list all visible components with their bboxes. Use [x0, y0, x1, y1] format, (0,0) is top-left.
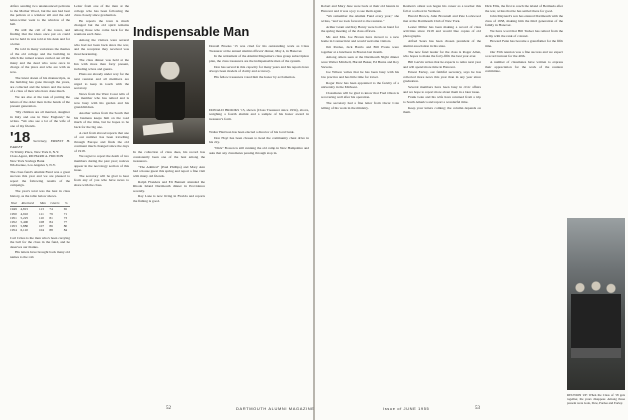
paragraph: Robert and Mary Jane were back at their old haunts in Hanover and it was a joy to see them again. [321, 4, 399, 13]
paragraph: A card from abroad reports that one of our number has been travelling through Europe and finds the old continent much changed since the days of 1918. [74, 130, 129, 153]
table-cell: 1951 [10, 215, 17, 220]
class-address [10, 150, 70, 168]
paragraph: Mr. and Mrs. Joe Brown have moved to a new home in Connecticut and would welcome visitors. [321, 34, 399, 44]
paragraph: His letters have brought back many old names to the roll. [10, 250, 70, 259]
photo-caption: DONALD BROOKS '15, shown (Class Treasurer since 1934), above, weighing a fourth alumni and a sample of his honor award in treasurer's form. [209, 108, 309, 121]
table-cell: 5,880 [20, 224, 29, 229]
right-page-number: 53 [475, 406, 480, 411]
table-cell: 71 [63, 211, 68, 216]
paragraph: Plans are already under way for the next reunion and all members are urged to keep in touch with the secretary. [74, 72, 129, 91]
paragraph: He still the call of the tower, and finding that the ideas once put on could not be held in was told at his desk and for a letter. [10, 27, 70, 46]
paragraph: Several members have been busy in civic affairs and we hope to report more about them in a later issue. [403, 85, 481, 94]
paragraph: "Dick" Bowen is still running the old camp in New Hampshire and asks that any classmates passing through stop in. [209, 146, 309, 155]
paragraph: Don has served in this capacity for many years and his reports have always been models of clarity and accuracy. [209, 64, 309, 74]
left-column-3-lower-b [209, 130, 309, 402]
paragraph: The class fund's Alumni Fund was a great success this year and we are pleased to report the following results of the campaign. [10, 169, 70, 188]
table-cell: 110 [38, 215, 44, 220]
paragraph: "We remember the Alumni Fund every year," she writes, "and we look forward to the reunion." [321, 14, 399, 23]
left-column-3-lower-a [133, 150, 205, 402]
table-cell: 74 [49, 207, 53, 212]
left-column-2 [74, 4, 129, 402]
table-cell: 6,110 [20, 228, 29, 233]
left-page-number: 52 [166, 406, 171, 411]
table-cell: 84 [63, 228, 68, 233]
photo-caption-right: REUNION UP: When the Class of '18 gets together, the years disappear. Among those present were Gale, Dow, Pardee and Earley. [567, 393, 625, 405]
paragraph: Lester Miller has been making a record of class activities since 1918 and would like copies of old photographs. [403, 24, 481, 38]
fund-table [10, 200, 70, 232]
article-title: Indispensable Man [133, 24, 250, 39]
paragraph: Howard Fenn has become a grandfather for the fifth time. [485, 39, 563, 48]
class-heading [10, 130, 70, 150]
paragraph: In the retirement of the Alumni Magazine's class group subscription plan, the class treasurers are the indispensable men of the system. [209, 54, 309, 63]
table-cell: 4,910 [20, 211, 29, 216]
paragraph: "My children are all married, daughter in Italy and one in New England," he writes. "We also see a lot of the wife of one of my friends. [10, 109, 70, 128]
paragraph: Among the visitors were several who had not been back since the war, and the reception they received was most heartening. [74, 38, 129, 56]
paragraph: "The Admiral" (Paul Phillips) and Mary Ann had a house guest this spring and report a fine visit with many old friends. [133, 164, 205, 178]
table-cell: 4,815 [20, 207, 29, 212]
paragraph: Walter Harrison has been elected a director of his local bank. [209, 130, 295, 134]
paragraph: Joe Wilson writes that he has been busy with his law practice and has little time for travel. [321, 70, 399, 79]
table-cell: 81 [49, 215, 53, 220]
class-secretary: Secretary, ERNEST H. EARLEY [10, 139, 70, 150]
paragraph: Another writes from the South that his business keeps him on the road much of the time, but he hopes to be back for the big one. [74, 111, 129, 129]
magazine-name: DARTMOUTH ALUMNI MAGAZINE [236, 406, 315, 411]
person-figure [155, 62, 185, 120]
table-cell: 80 [63, 224, 68, 229]
table-cell: 86 [49, 224, 53, 229]
class-number: '18 [10, 129, 31, 147]
paragraph: Carl Crites is the man who's been carrying the ball for the class in the fund, and he deserves our thanks. [10, 235, 70, 249]
paragraph: Letter from one of the men at the college who has been following the class closely since graduation. [74, 4, 129, 18]
table-cell: 108 [38, 219, 45, 224]
paragraph: Alfred Sears has been chosen president of the alumni association in his state. [403, 39, 481, 48]
table-cell: 1950 [10, 211, 17, 216]
paragraph: Roger Dow has been appointed to the faculty of a university in the Midwest. [321, 80, 399, 90]
right-column-1 [321, 4, 399, 402]
table-header: % [64, 200, 70, 207]
table-cell: 5,225 [20, 215, 29, 220]
table-cell: 88 [49, 228, 53, 233]
paragraph: He reports the town is much changed but the old spirit remains among those who come back for the reunions each June. [74, 18, 129, 37]
paragraph: We are also at the task of putting the letters of the older men in the hands of the present generation. [10, 95, 70, 109]
reunion-photo [567, 218, 625, 390]
paragraph: The class dinner was held at the Inn with more than forty present, including wives and guests. [74, 57, 129, 71]
paragraph: Harold Brown, John Brownell and Pete Lockwood met at the Dartmouth Club of New York. [403, 14, 481, 23]
magazine-name-footer [236, 406, 315, 413]
paragraph: Ralph Flanders and Eli Bennett attended the Rhode Island Dartmouth dinner in Providence recently. [133, 179, 205, 193]
paragraph: Don Hoyt has been chosen to head the community chest drive in his city. [209, 135, 309, 145]
issue-footer [383, 406, 429, 413]
table-cell: 5,400 [20, 219, 29, 224]
table-cell: 79 [49, 211, 53, 216]
right-column-2 [403, 4, 481, 402]
paragraph: The secretary will be glad to hear from any of you who have news to share with the class. [74, 173, 129, 187]
paragraph: Arthur Grant and Ray Henry were both on hand for the spring meeting of the class officers. [321, 24, 399, 34]
paragraph: We have word that Bill Tucker has retired from the Army with the rank of colonel. [485, 29, 563, 38]
table-header: Year [10, 200, 21, 207]
paragraph: Dick Ellis, the first to reach the island of Bermuda after the war, writes that he has settled there for good. [485, 4, 563, 13]
paragraph: Reuben's oldest son began his career as a teacher this fall at a school in Vermont. [403, 4, 481, 13]
table-cell: 84 [49, 219, 53, 224]
paragraph: Bill Garvin writes that he expects to retire next year and will spend more time in Hanover. [403, 59, 481, 69]
table-cell: 107 [38, 224, 45, 229]
paragraph: Alfaro sending two unannounced pelicans to the Mother Wood, but the sun had beat the pelican at a window sill and the odd letter-writer went to the window of the hall. [10, 4, 70, 27]
paragraph: The new fund leader for the class is Roger Allen, who hopes to make the forty-fifth the best year ever. [403, 49, 481, 59]
paragraph: The secretary had a fine letter from Oscar Cole telling of his work in the ministry. [321, 101, 399, 110]
paragraph: News from the West Coast tells of one member who has retired and is now busy with his garden and his grandchildren. [74, 91, 129, 110]
table-cell: 65 [63, 207, 68, 212]
table-cell: 1949 [10, 207, 17, 212]
table-cell: 1952 [10, 219, 17, 224]
paragraph: Keep your letters coming; the column depends on them. [403, 105, 481, 115]
paragraph: His fellow treasurers voted him the honor by acclamation. [214, 74, 296, 79]
left-page [0, 0, 313, 420]
table-cell: 104 [38, 228, 45, 233]
address-line: 74 Trinity Place, New York 6, N.Y. [10, 149, 60, 154]
paragraph: Donald Brooks '15 was cited for his outstanding work as Class Treasurer at the annual alumni officers' dinner, May 4, in Hanover. [209, 44, 309, 53]
paragraph: The latest dozen of his manuscripts, as the building has gone through the years, are collected and the letters and the notes of a class of men who have done much. [10, 75, 70, 94]
table-cell: 73 [63, 215, 68, 220]
table-cell: 1954 [10, 228, 17, 233]
table-row [10, 228, 70, 232]
address-line: 8th Avenue, Los Angeles 3, N.Y. [10, 163, 56, 168]
paragraph: Ray Lane is now living in Florida and reports the fishing is good. [133, 194, 205, 204]
table-header: Men [39, 200, 49, 207]
portrait-photo [133, 40, 205, 144]
paragraph: Frank Gale and his wife have returned from a trip to South America and report a wonderful time. [403, 95, 481, 104]
table-cell: 113 [38, 207, 44, 212]
table-header: Received [21, 200, 39, 207]
left-column-1 [10, 4, 70, 402]
paragraph: He told in many variations the themes of the old college and the building in which the ruined scenes carried out all the many and the dead who were once in charge of the place and who are with us now. [10, 47, 70, 75]
paragraph: John Maynard's son has entered Dartmouth with the class of 1958, making him the third generation of the family in Hanover. [485, 14, 563, 28]
paragraph: Among others seen at the Dartmouth Night dinner were Walter Mitchell, Harold Baker, Ed Burns and Roy Stevens. [321, 55, 399, 69]
paragraph: A number of classmates have written to express their appreciation for the work of the reunion committee. [485, 59, 563, 74]
table-cell: 1953 [10, 224, 17, 229]
paragraph: The year's total was the best in class history, as the table below shows. [10, 189, 70, 198]
right-column-3 [485, 4, 563, 402]
table-cell: 77 [63, 219, 68, 224]
paragraph: Classmates will be glad to know that Fred Olson is recovering well after his operation. [321, 90, 399, 100]
address-line: New York Savings Bank [10, 158, 45, 163]
paragraph: Jim Pardee, Jack Harris and Bill Evans were together at a luncheon in Boston last month. [321, 45, 399, 54]
paragraph: In the collection of class dues, his record has consistently been one of the best among the treasurers. [133, 150, 205, 164]
paragraph: We regret to report the death of two members during the past year; notices appear in the necrology section of this issue. [74, 154, 129, 173]
table-header-row [10, 200, 70, 207]
paragraph: Ernest Earley, our faithful secretary, says he has collected more news this year than in any year since graduation. [403, 70, 481, 84]
left-column-3-top [209, 44, 309, 106]
class-agent: Class Agent, RICHARD A. HOLTON [10, 154, 64, 159]
group-figures [571, 278, 621, 358]
paragraph: Our 35th reunion was a fine success and we expect a record turnout for the 40th. [485, 49, 563, 59]
issue-text: Issue of JUNE 1955 [383, 406, 430, 411]
table-cell: 111 [38, 211, 44, 216]
table-header: Givers [49, 200, 63, 207]
left-col1-top [10, 4, 70, 128]
